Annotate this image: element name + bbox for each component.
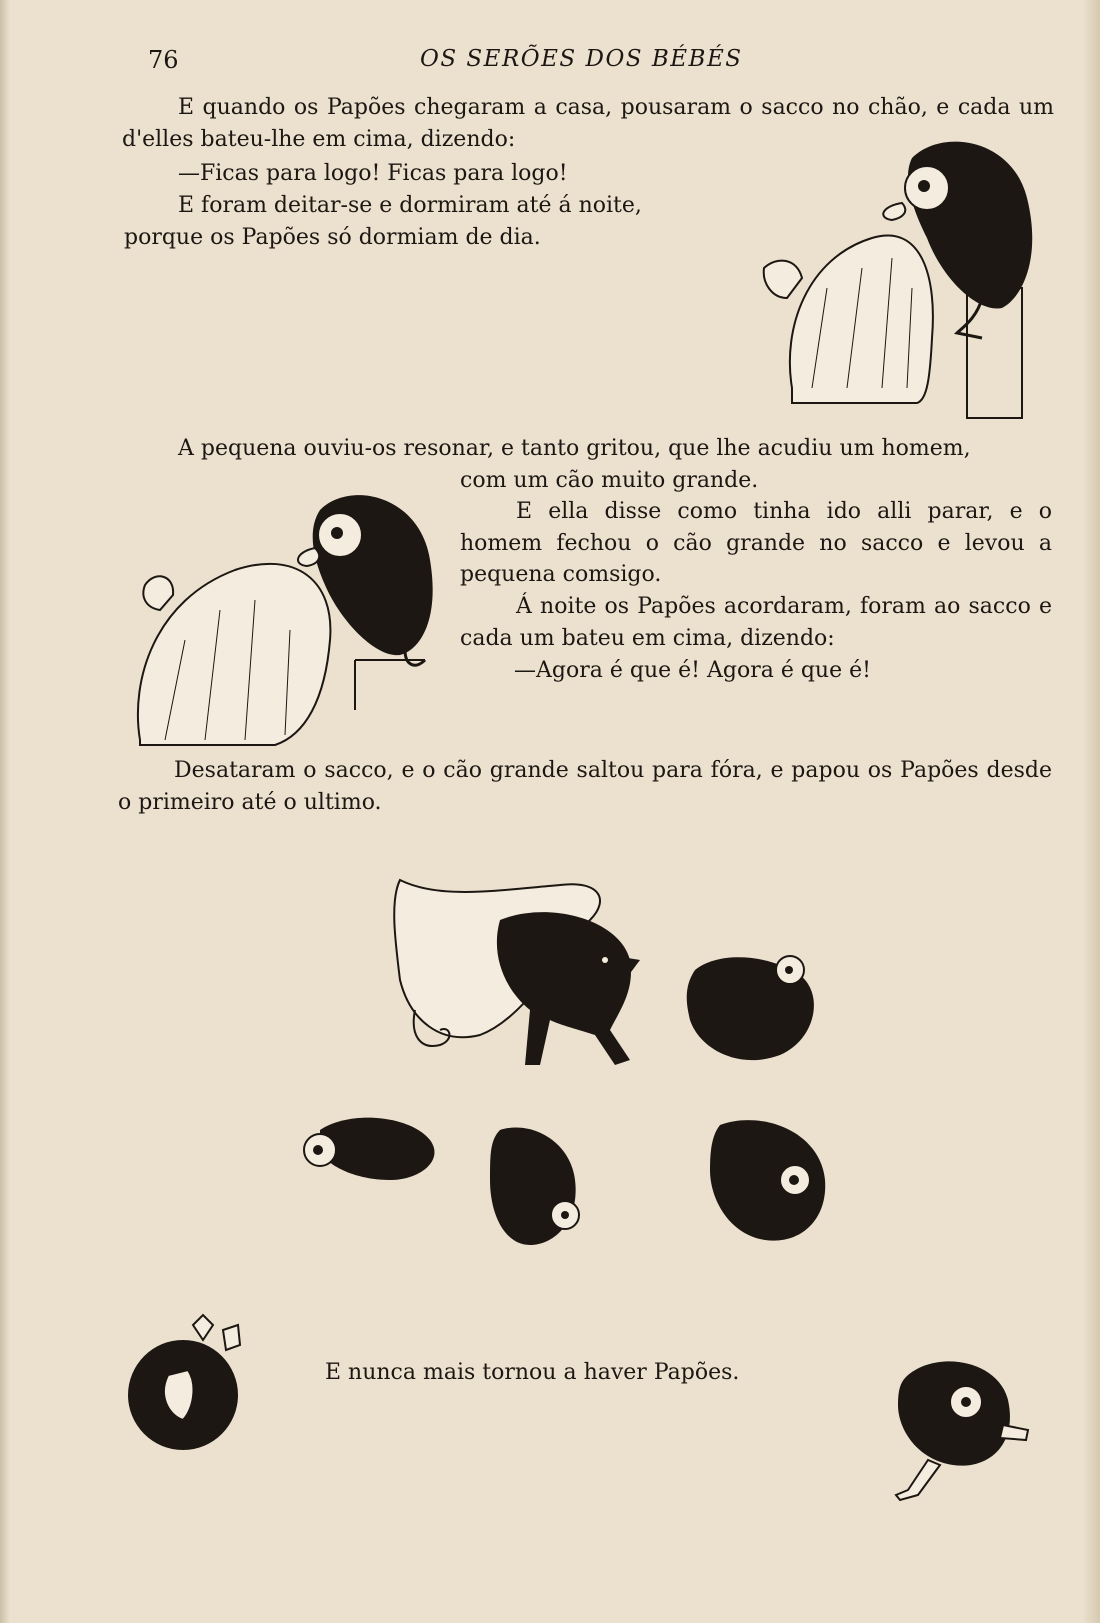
- black-dog: [497, 912, 631, 1065]
- paragraph-4-line-2: com um cão muito grande.: [460, 468, 759, 493]
- paragraph-9: E nunca mais tornou a haver Papões.: [325, 1360, 740, 1385]
- step-outline: [355, 660, 425, 710]
- paragraph-8: Desataram o sacco, e o cão grande saltou para fóra, e papou os Papões desde o primeiro até o ultimo.: [118, 758, 1052, 815]
- papao-beak: [883, 203, 905, 220]
- page-edge-right: [1082, 0, 1100, 1623]
- papao-rolling-left: [128, 1315, 253, 1455]
- paragraph-4-line-1: A pequena ouviu-os resonar, e tanto gritou, que lhe acudiu um homem,: [178, 436, 971, 461]
- dog-eats-papoes-illustration: [300, 860, 870, 1300]
- papao-foot: [193, 1315, 213, 1340]
- paragraph-6: Á noite os Papões acordaram, foram ao sacco e cada um bateu em cima, dizendo:: [460, 594, 1052, 651]
- paragraph-2: —Ficas para logo! Ficas para logo!: [178, 161, 568, 186]
- papao-falling-2: [320, 1118, 434, 1180]
- sack-knot: [143, 576, 173, 610]
- papao-tumbling-right: [878, 1350, 1038, 1505]
- paragraph-3-line-2: porque os Papões só dormiam de dia.: [124, 225, 541, 250]
- papao-leg: [896, 1460, 940, 1500]
- papao-knocking-sack-illustration: [125, 490, 455, 760]
- page-edge-left: [0, 0, 10, 1623]
- papao-arm: [1000, 1425, 1028, 1440]
- papao-beak: [298, 548, 319, 566]
- papao-beside-sack-illustration: [752, 138, 1062, 418]
- sack-shape: [790, 236, 933, 403]
- paragraph-3-line-1: E foram deitar-se e dormiram até á noite,: [178, 193, 642, 218]
- paragraph-1: E quando os Papões chegaram a casa, pousaram o sacco no chão, e cada um d'elles bateu-lhe em cima, dizendo:: [122, 95, 1054, 152]
- sack-knot: [764, 261, 802, 298]
- page-number: 76: [148, 46, 179, 74]
- paragraph-5: E ella disse como tinha ido alli parar, e o homem fechou o cão grande no sacco e levou a pequena comsigo.: [460, 499, 1052, 587]
- running-title: OS SERÕES DOS BÉBÉS: [420, 46, 743, 72]
- paragraph-7: —Agora é que é! Agora é que é!: [514, 658, 871, 683]
